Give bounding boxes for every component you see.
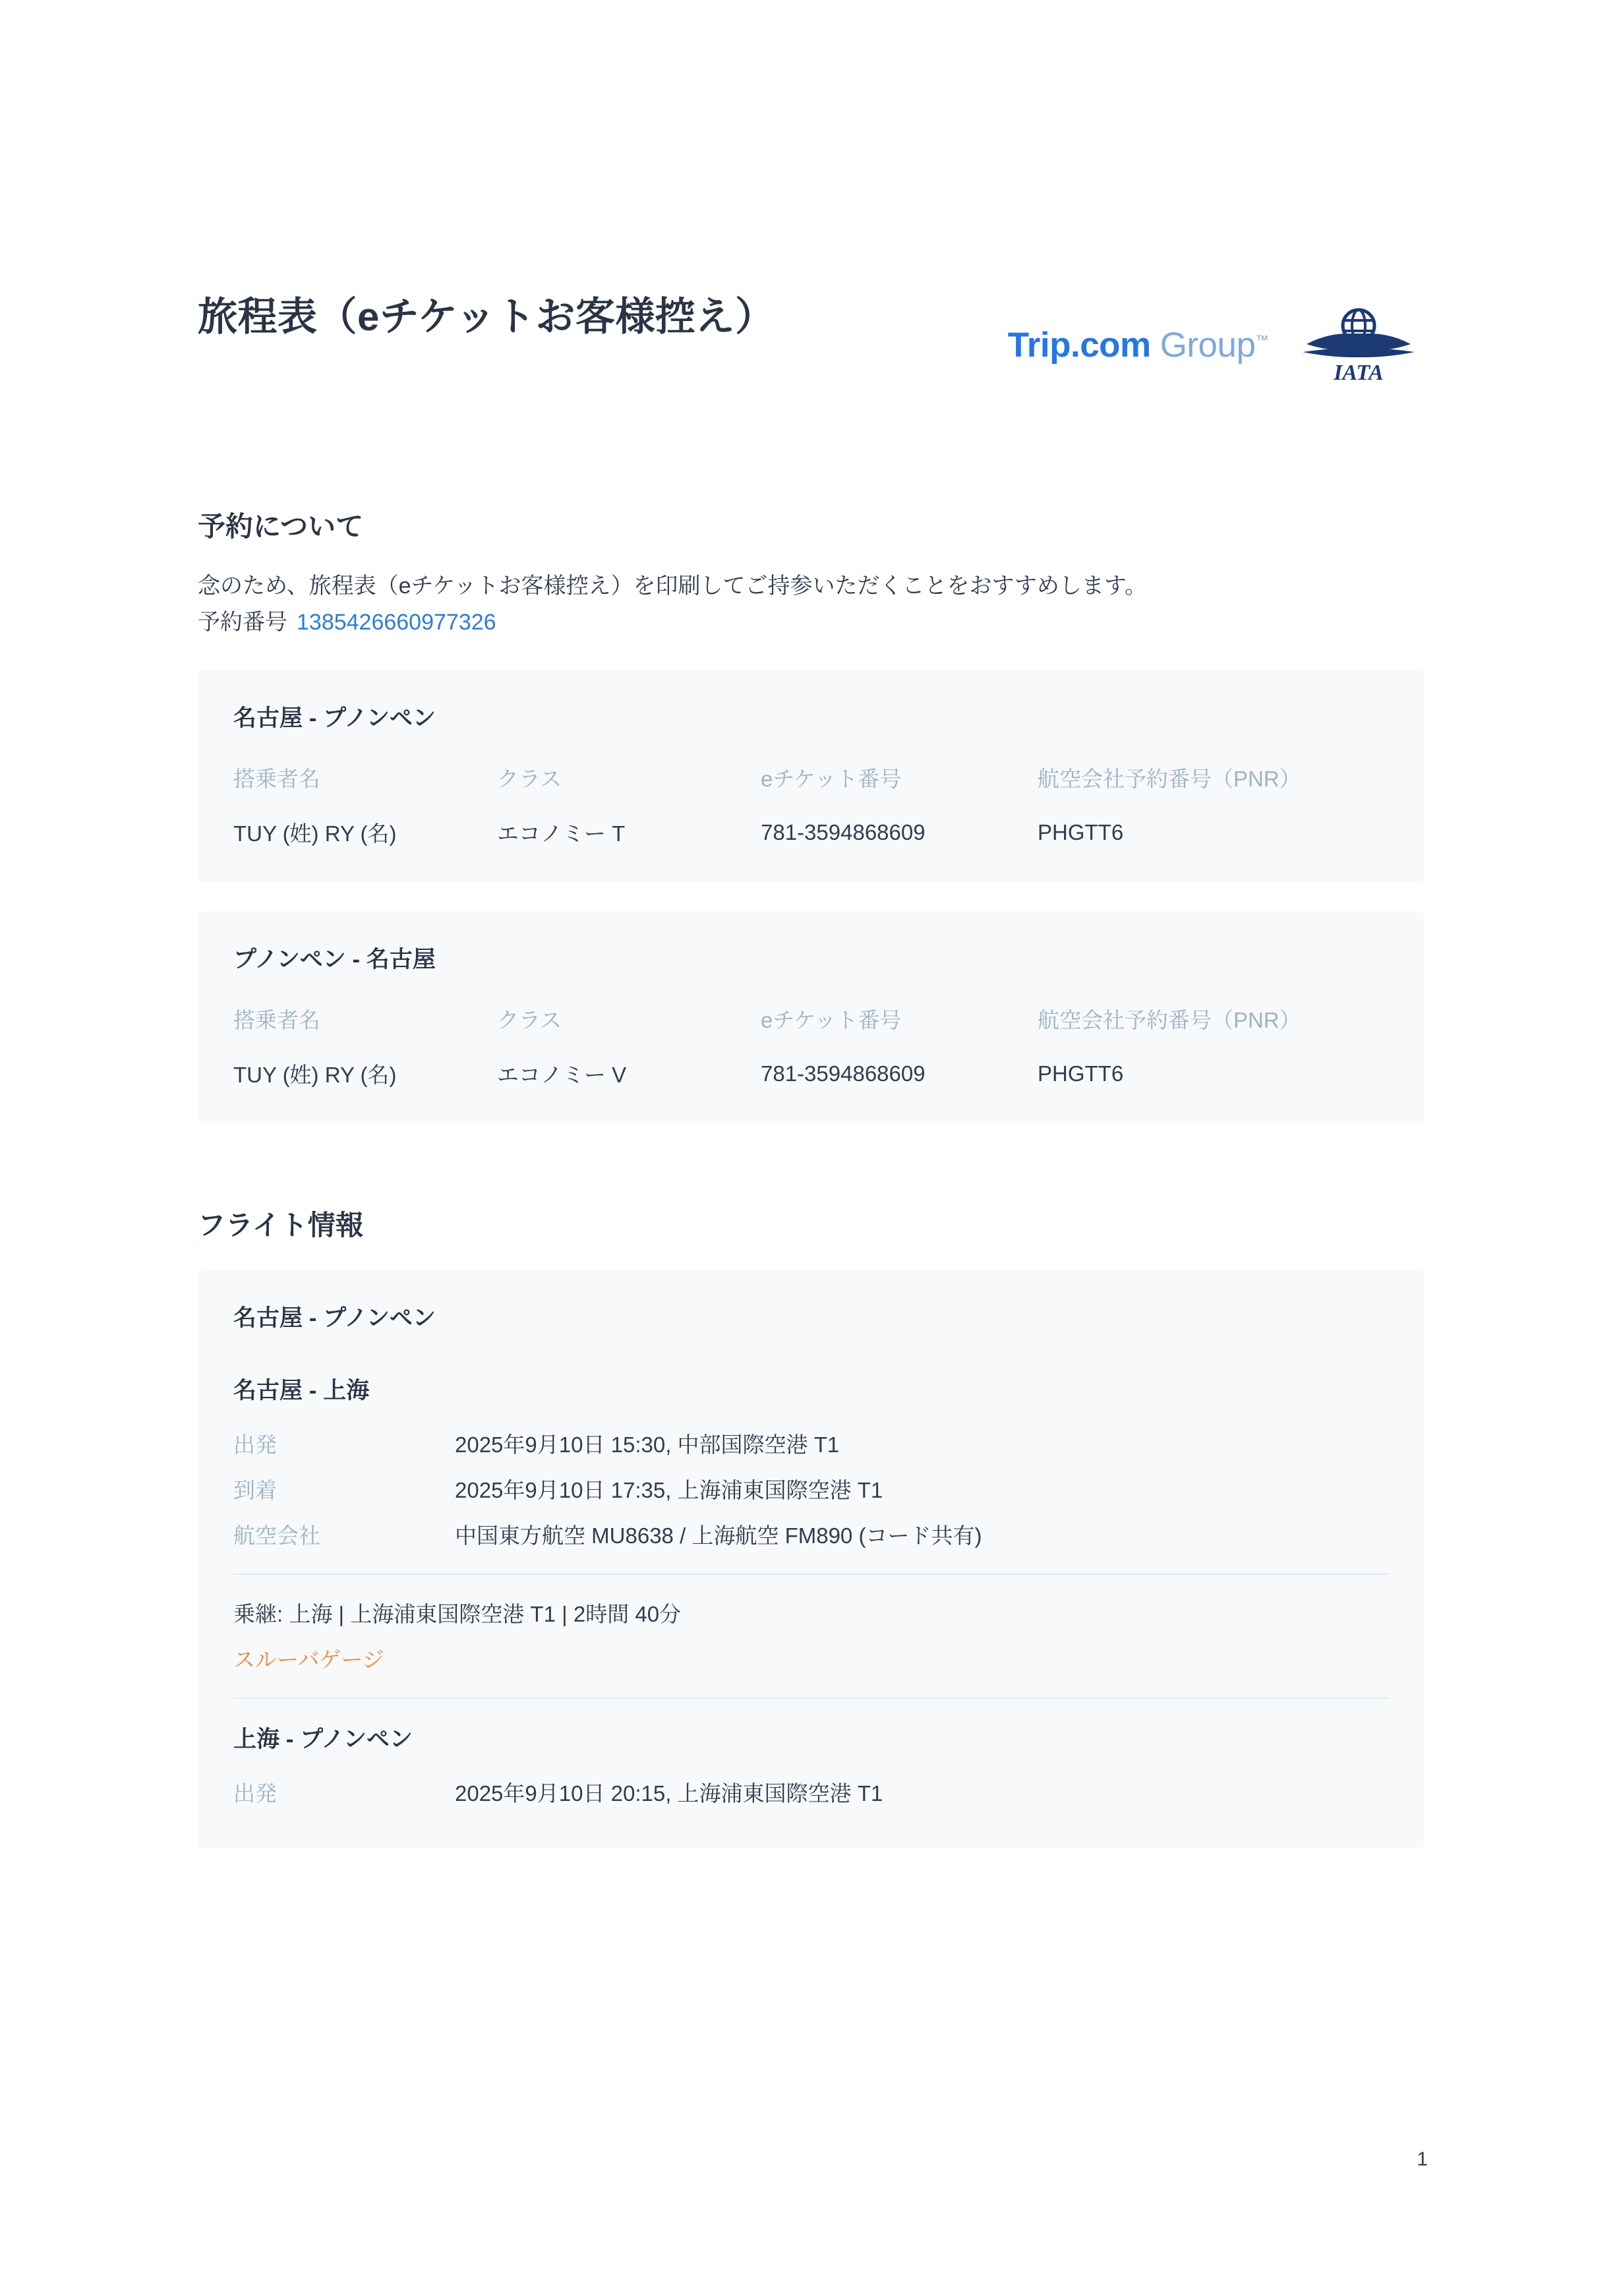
- document-header: [198, 290, 1424, 442]
- column-header-eticket: eチケット番号: [761, 767, 902, 792]
- passenger-table: [233, 762, 1388, 848]
- cell-class: エコノミー V: [497, 1063, 627, 1088]
- passenger-card-route: 名古屋 - プノンペン: [233, 705, 436, 732]
- passenger-card-route: プノンペン - 名古屋: [233, 947, 436, 973]
- leg-airline-label: 航空会社: [233, 1523, 320, 1548]
- tripcom-logo-group: Group: [1160, 325, 1256, 365]
- table-row: [233, 817, 1388, 848]
- booking-number-line: [198, 604, 1424, 641]
- booking-number-label: 予約番号: [198, 610, 287, 635]
- leg-departure-value: 2025年9月10日 15:30, 中部国際空港 T1: [455, 1432, 840, 1457]
- table-header-row: [233, 762, 1388, 817]
- booking-intro-text: 念のため、旅程表（eチケットお客様控え）を印刷してご持参いただくことをおすすめします。: [198, 574, 1148, 599]
- column-header-class: クラス: [497, 767, 562, 792]
- cell-passenger-name: TUY (姓) RY (名): [233, 821, 397, 846]
- leg-title: 名古屋 - 上海: [233, 1378, 370, 1404]
- passenger-card-return: [198, 911, 1424, 1123]
- column-header-passenger-name: 搭乗者名: [233, 767, 320, 792]
- transit-divider: [233, 1697, 1388, 1699]
- page-number: 1: [1417, 2148, 1428, 2170]
- leg-airline-value: 中国東方航空 MU8638 / 上海航空 FM890 (コード共有): [455, 1523, 982, 1548]
- column-header-passenger-name: 搭乗者名: [233, 1008, 320, 1033]
- column-header-pnr: 航空会社予約番号（PNR）: [1038, 767, 1301, 792]
- booking-number-value: 1385426660977326: [297, 610, 496, 635]
- cell-class: エコノミー T: [497, 821, 626, 846]
- table-row: [233, 1058, 1388, 1089]
- leg-airline-row: [233, 1519, 1388, 1550]
- svg-text:IATA: IATA: [1334, 361, 1384, 385]
- cell-passenger-name: TUY (姓) RY (名): [233, 1063, 397, 1088]
- page-content: [198, 290, 1424, 1848]
- flight-section-heading: フライト情報: [198, 1210, 363, 1241]
- leg-arrival-value: 2025年9月10日 17:35, 上海浦東国際空港 T1: [455, 1478, 883, 1503]
- flight-info-section: [198, 1204, 1424, 1848]
- cell-pnr: PHGTT6: [1038, 1061, 1124, 1086]
- page-title: 旅程表（eチケットお客様控え）: [198, 295, 775, 339]
- brand-logos: [1008, 305, 1417, 385]
- passenger-table: [233, 1003, 1388, 1089]
- transit-block: [233, 1597, 1388, 1674]
- flight-leg-1: [233, 1372, 1388, 1550]
- tripcom-logo: [1008, 325, 1268, 365]
- transit-info: 乗継: 上海 | 上海浦東国際空港 T1 | 2時間 40分: [233, 1602, 682, 1627]
- leg-title: 上海 - プノンペン: [233, 1726, 413, 1753]
- column-header-pnr: 航空会社予約番号（PNR）: [1038, 1008, 1301, 1033]
- leg-divider: [233, 1574, 1388, 1575]
- booking-section-heading: 予約について: [198, 511, 364, 542]
- leg-departure-label: 出発: [233, 1781, 277, 1806]
- leg-departure-value: 2025年9月10日 20:15, 上海浦東国際空港 T1: [455, 1781, 883, 1806]
- cell-pnr: PHGTT6: [1038, 819, 1124, 844]
- leg-arrival-row: [233, 1473, 1388, 1504]
- leg-departure-row: [233, 1777, 1388, 1808]
- column-header-class: クラス: [497, 1008, 562, 1033]
- column-header-eticket: eチケット番号: [761, 1008, 902, 1033]
- cell-eticket: 781-3594868609: [761, 1061, 926, 1086]
- flight-card: [198, 1270, 1424, 1848]
- trademark-symbol: ™: [1255, 332, 1268, 347]
- flight-leg-2: [233, 1721, 1388, 1808]
- leg-departure-row: [233, 1428, 1388, 1459]
- cell-eticket: 781-3594868609: [761, 819, 926, 844]
- iata-logo: [1300, 305, 1417, 385]
- leg-departure-label: 出発: [233, 1432, 277, 1457]
- passenger-card-outbound: [198, 670, 1424, 882]
- table-header-row: [233, 1003, 1388, 1058]
- flight-card-route: 名古屋 - プノンペン: [233, 1305, 436, 1332]
- through-baggage-badge: スルーバゲージ: [233, 1647, 384, 1672]
- leg-arrival-label: 到着: [233, 1478, 277, 1503]
- booking-section: [198, 505, 1424, 1123]
- tripcom-logo-name: Trip.com: [1007, 325, 1151, 365]
